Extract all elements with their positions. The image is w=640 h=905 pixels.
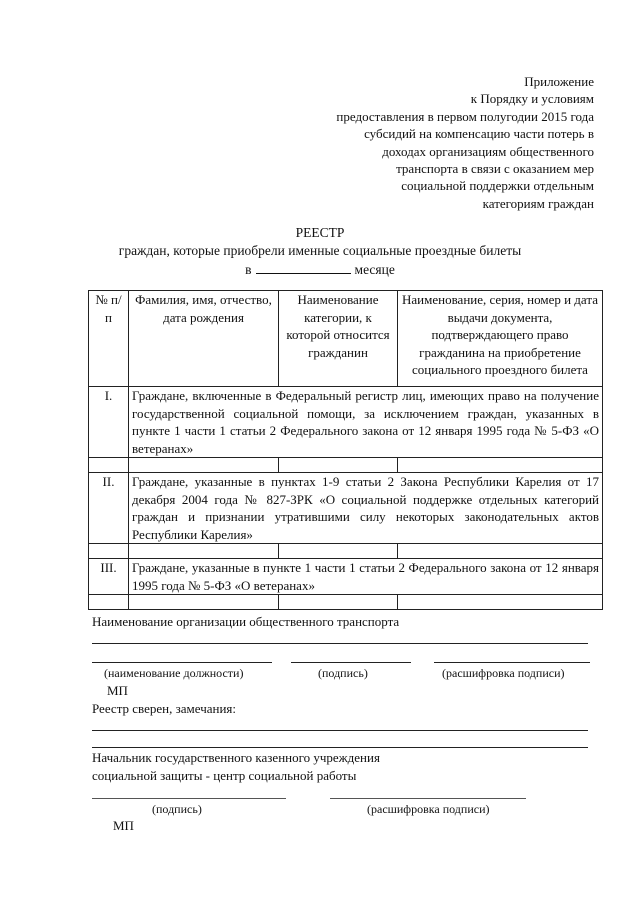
organization-label: Наименование организации общественного транспорта	[92, 614, 400, 629]
appendix-block	[274, 73, 594, 212]
chief-decoding-line[interactable]	[330, 798, 526, 799]
section-number: II.	[89, 473, 129, 544]
chief-title-line1: Начальник государственного казенного учреждения	[92, 750, 380, 765]
section-text: Граждане, указанные в пунктах 1-9 статьи 2 Закона Республики Карелия от 17 декабря 2004 года № 827-ЗРК «О социальной поддержке отдельных категорий граждан и признании утратившими силу некоторых законодательных актов Республики Карелия»	[129, 473, 603, 544]
header-full-name: Фамилия, имя, отчество, дата рождения	[129, 291, 279, 387]
section-text: Граждане, указанные в пункте 1 части 1 статьи 2 Федерального закона от 12 января 1995 года № 5-ФЗ «О ветеранах»	[129, 559, 603, 595]
month-line	[0, 261, 640, 278]
appendix-line: к Порядку и условиям	[470, 91, 594, 107]
chief-title-line2: социальной защиты - центр социальной работы	[92, 768, 357, 783]
table-row	[89, 544, 603, 559]
stamp-mark-2: МП	[113, 818, 134, 833]
stamp-mark: МП	[107, 683, 128, 698]
table-cell[interactable]	[279, 544, 398, 559]
table-row	[89, 595, 603, 610]
header-number: № п/п	[89, 291, 129, 387]
month-blank[interactable]	[256, 261, 351, 274]
remarks-line[interactable]	[92, 730, 588, 731]
signature-caption: (подпись)	[318, 666, 368, 680]
section-row	[89, 559, 603, 595]
section-text: Граждане, включенные в Федеральный регистр лиц, имеющих право на получение государственной социальной помощи, за исключением граждан, указанных в пункте 1 части 1 статьи 2 Федерального закона от 12 января 1995 года № 5-ФЗ «О ветеранах»	[129, 387, 603, 458]
table-cell[interactable]	[89, 458, 129, 473]
table-cell[interactable]	[279, 458, 398, 473]
verified-label: Реестр сверен, замечания:	[92, 701, 237, 716]
appendix-line: транспорта в связи с оказанием мер	[396, 161, 594, 177]
appendix-line: доходах организациям общественного	[382, 143, 594, 159]
appendix-line: категориям граждан	[482, 195, 594, 211]
header-document: Наименование, серия, номер и дата выдачи документа, подтверждающего право гражданина на приобретение социального проездного билета	[398, 291, 603, 387]
decoding-caption: (расшифровка подписи)	[442, 666, 565, 680]
header-category: Наименование категории, к которой относится гражданин	[279, 291, 398, 387]
chief-decoding-caption: (расшифровка подписи)	[367, 802, 490, 816]
remarks-line[interactable]	[92, 747, 588, 748]
position-caption: (наименование должности)	[104, 666, 244, 680]
table-cell[interactable]	[89, 595, 129, 610]
section-row	[89, 387, 603, 458]
document-title: РЕЕСТР	[295, 225, 345, 240]
document-subtitle: граждан, которые приобрели именные социальные проездные билеты	[118, 243, 522, 258]
table-cell[interactable]	[398, 458, 603, 473]
decoding-line[interactable]	[434, 662, 590, 663]
signature-line[interactable]	[291, 662, 411, 663]
registry-table	[88, 290, 603, 610]
appendix-line: предоставления в первом полугодии 2015 года	[336, 108, 594, 124]
table-cell[interactable]	[129, 544, 279, 559]
chief-signature-caption: (подпись)	[152, 802, 202, 816]
table-cell[interactable]	[398, 544, 603, 559]
table-cell[interactable]	[129, 458, 279, 473]
table-row	[89, 458, 603, 473]
month-suffix: месяце	[354, 262, 395, 277]
table-cell[interactable]	[398, 595, 603, 610]
position-line[interactable]	[92, 662, 272, 663]
section-number: I.	[89, 387, 129, 458]
table-cell[interactable]	[89, 544, 129, 559]
section-row	[89, 473, 603, 544]
appendix-line: социальной поддержки отдельным	[401, 178, 594, 194]
section-number: III.	[89, 559, 129, 595]
table-cell[interactable]	[129, 595, 279, 610]
table-header-row	[89, 291, 603, 387]
month-prefix: в	[245, 262, 252, 277]
appendix-line: субсидий на компенсацию части потерь в	[364, 126, 594, 142]
chief-signature-line[interactable]	[92, 798, 286, 799]
appendix-line: Приложение	[524, 74, 594, 89]
organization-name-line[interactable]	[92, 643, 588, 644]
table-cell[interactable]	[279, 595, 398, 610]
